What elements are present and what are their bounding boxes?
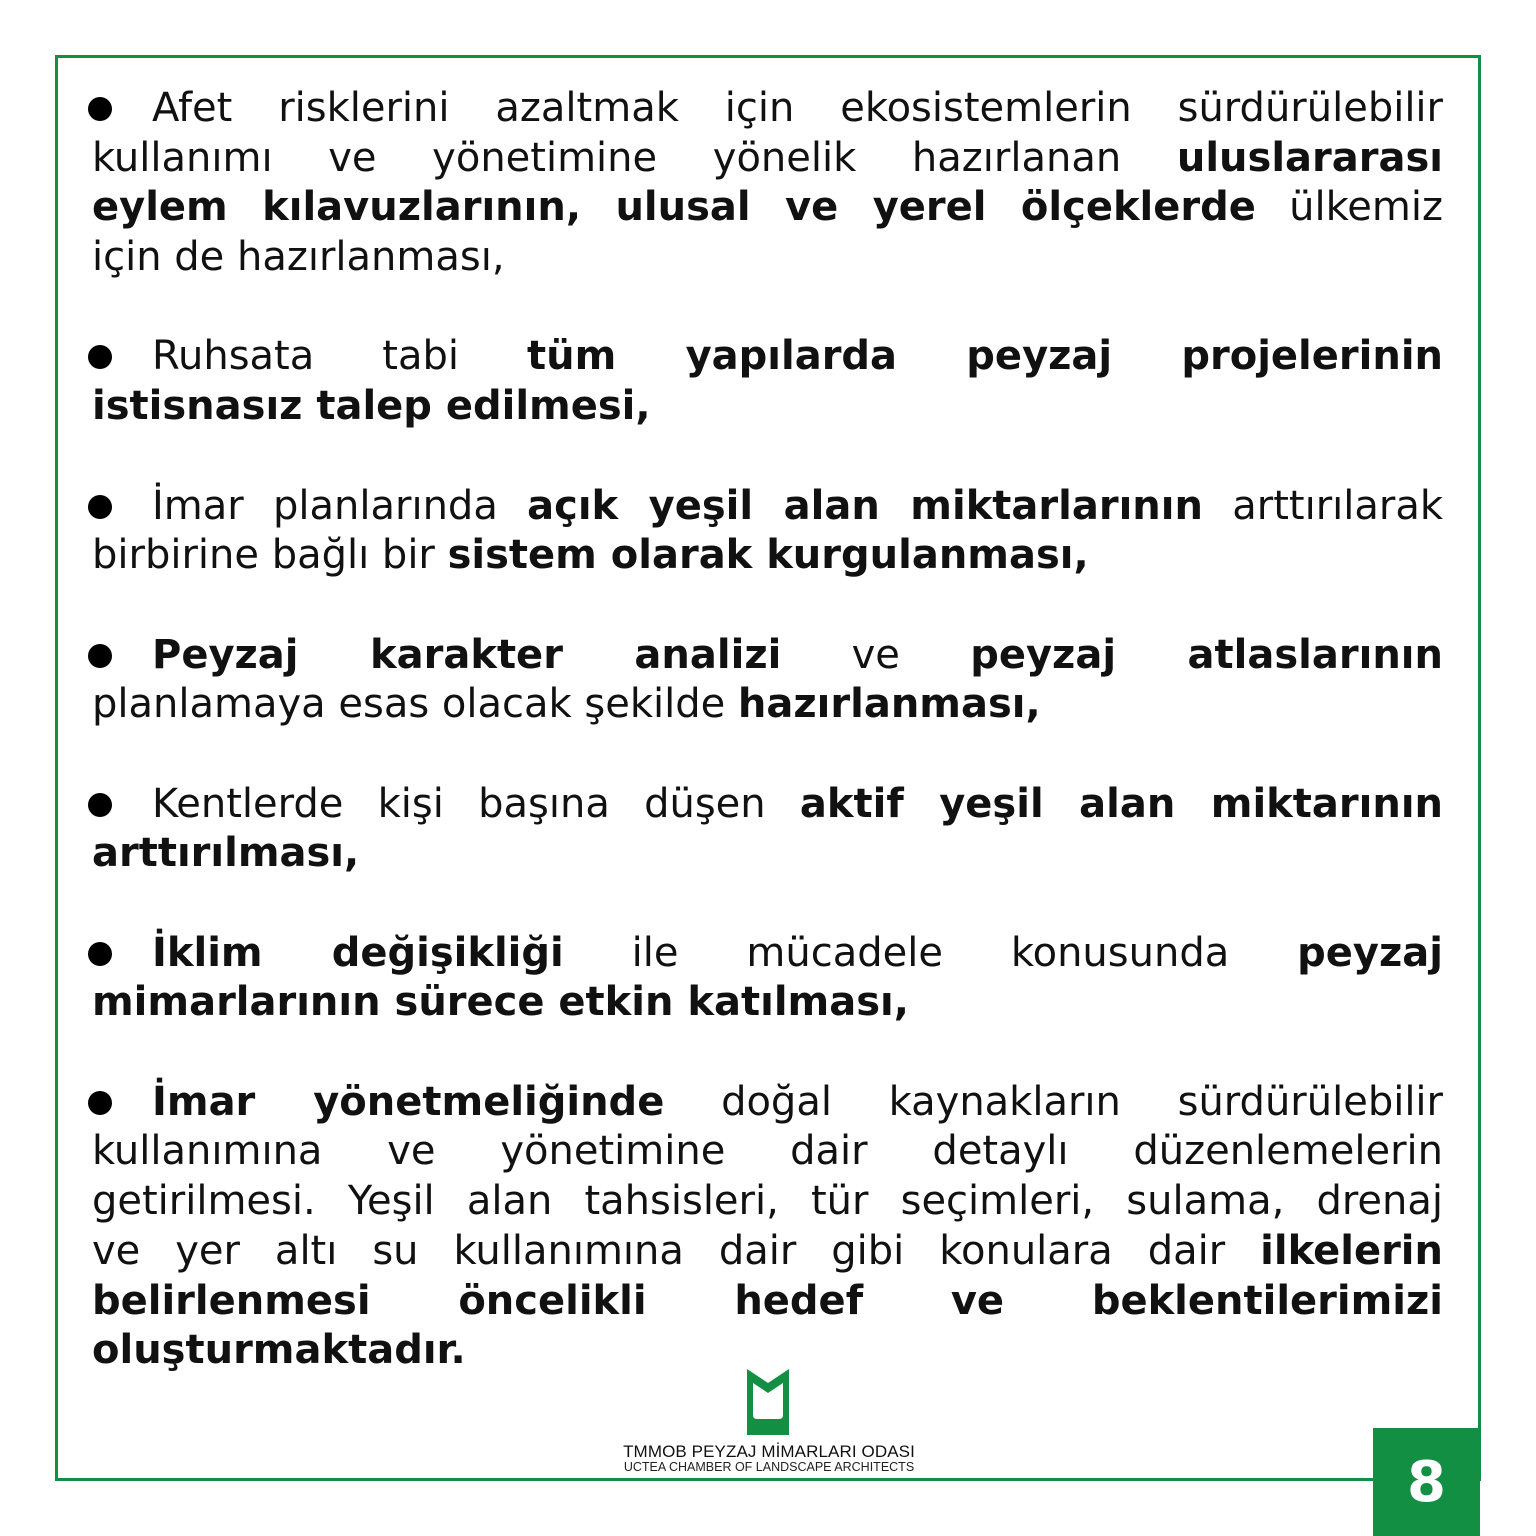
bold-text: belirlenmesi öncelikli hedef ve beklentilerimizi bbox=[92, 1277, 1443, 1324]
bullet-item bbox=[92, 929, 1443, 1028]
org-name-en: UCTEA CHAMBER OF LANDSCAPE ARCHITECTS bbox=[623, 1460, 915, 1474]
text-line bbox=[92, 1078, 1443, 1128]
bullet-icon bbox=[88, 97, 112, 121]
bullet-item bbox=[92, 780, 1443, 879]
bold-text: hazırlanması, bbox=[737, 681, 1041, 728]
text: ve yer altı su kullanımına dair gibi konulara dair bbox=[92, 1227, 1261, 1274]
bold-text: arttırılması, bbox=[92, 830, 360, 877]
text: için de hazırlanması, bbox=[92, 234, 505, 281]
text: Kentlerde kişi başına düşen bbox=[152, 780, 800, 827]
bold-text: Peyzaj karakter analizi bbox=[152, 631, 782, 678]
bullet-item bbox=[92, 1078, 1443, 1376]
bold-text: tüm yapılarda peyzaj projelerinin bbox=[527, 333, 1444, 380]
organization-name bbox=[599, 1442, 939, 1473]
text: ve bbox=[781, 631, 971, 678]
bold-text: peyzaj atlaslarının bbox=[970, 631, 1443, 678]
text-line bbox=[92, 680, 1443, 730]
text-line bbox=[92, 233, 1443, 283]
text-line bbox=[92, 183, 1443, 233]
text-line bbox=[92, 1177, 1443, 1227]
text: Ruhsata tabi bbox=[152, 333, 528, 380]
text: ile mücadele konusunda bbox=[563, 929, 1298, 976]
bold-text: ilkelerin bbox=[1260, 1227, 1443, 1274]
text: planlamaya esas olacak şekilde bbox=[92, 681, 738, 728]
bold-text: aktif yeşil alan miktarının bbox=[799, 780, 1444, 827]
text: kullanımı ve yönetimine yönelik hazırlanan bbox=[92, 134, 1177, 181]
text-line bbox=[92, 1227, 1443, 1277]
text-line bbox=[92, 631, 1443, 681]
bold-text: eylem kılavuzlarının, ulusal ve yerel ölçeklerde bbox=[92, 184, 1256, 231]
text-line bbox=[92, 978, 1443, 1028]
bold-text: sistem olarak kurgulanması, bbox=[447, 532, 1089, 579]
bold-text: uluslararası bbox=[1176, 134, 1443, 181]
text-line bbox=[92, 84, 1443, 134]
text: İmar planlarında bbox=[152, 482, 528, 529]
text-line bbox=[92, 829, 1443, 879]
text: kullanımına ve yönetimine dair detaylı düzenlemelerin bbox=[92, 1128, 1443, 1175]
bullet-icon bbox=[88, 495, 112, 519]
text: doğal kaynakların sürdürülebilir bbox=[664, 1078, 1443, 1125]
bullet-icon bbox=[88, 1091, 112, 1115]
text: arttırılarak bbox=[1202, 482, 1443, 529]
text-line bbox=[92, 780, 1443, 830]
bullet-item bbox=[92, 631, 1443, 730]
text-line bbox=[92, 929, 1443, 979]
text-line bbox=[92, 1277, 1443, 1327]
bullet-icon bbox=[88, 942, 112, 966]
bold-text: İmar yönetmeliğinde bbox=[152, 1078, 665, 1125]
text-line bbox=[92, 531, 1443, 581]
bold-text: oluşturmaktadır. bbox=[92, 1327, 466, 1374]
bullet-item bbox=[92, 482, 1443, 581]
text-line bbox=[92, 332, 1443, 382]
text-line bbox=[92, 382, 1443, 432]
text: birbirine bağlı bir bbox=[92, 532, 448, 579]
bold-text: İklim değişikliği bbox=[152, 929, 564, 976]
text: getirilmesi. Yeşil alan tahsisleri, tür seçimleri, sulama, drenaj bbox=[92, 1178, 1443, 1225]
text: Afet risklerini azaltmak için ekosistemlerin sürdürülebilir bbox=[152, 85, 1443, 131]
page-number: 8 bbox=[1373, 1428, 1480, 1536]
bullet-item bbox=[92, 332, 1443, 431]
bold-text: istisnasız talep edilmesi, bbox=[92, 383, 651, 430]
bullet-icon bbox=[88, 644, 112, 668]
org-name-tr: TMMOB PEYZAJ MİMARLARI ODASI bbox=[623, 1442, 915, 1461]
bold-text: peyzaj bbox=[1297, 929, 1443, 976]
text-line bbox=[92, 482, 1443, 532]
bullet-icon bbox=[88, 345, 112, 369]
bold-text: açık yeşil alan miktarlarının bbox=[527, 482, 1203, 529]
bullet-item bbox=[92, 84, 1443, 283]
bullet-icon bbox=[88, 793, 112, 817]
bullet-list bbox=[92, 84, 1443, 1426]
text: ülkemiz bbox=[1255, 184, 1443, 231]
chamber-logo-icon bbox=[747, 1369, 789, 1435]
bold-text: mimarlarının sürece etkin katılması, bbox=[92, 979, 909, 1026]
text-line bbox=[92, 134, 1443, 184]
text-line bbox=[92, 1127, 1443, 1177]
